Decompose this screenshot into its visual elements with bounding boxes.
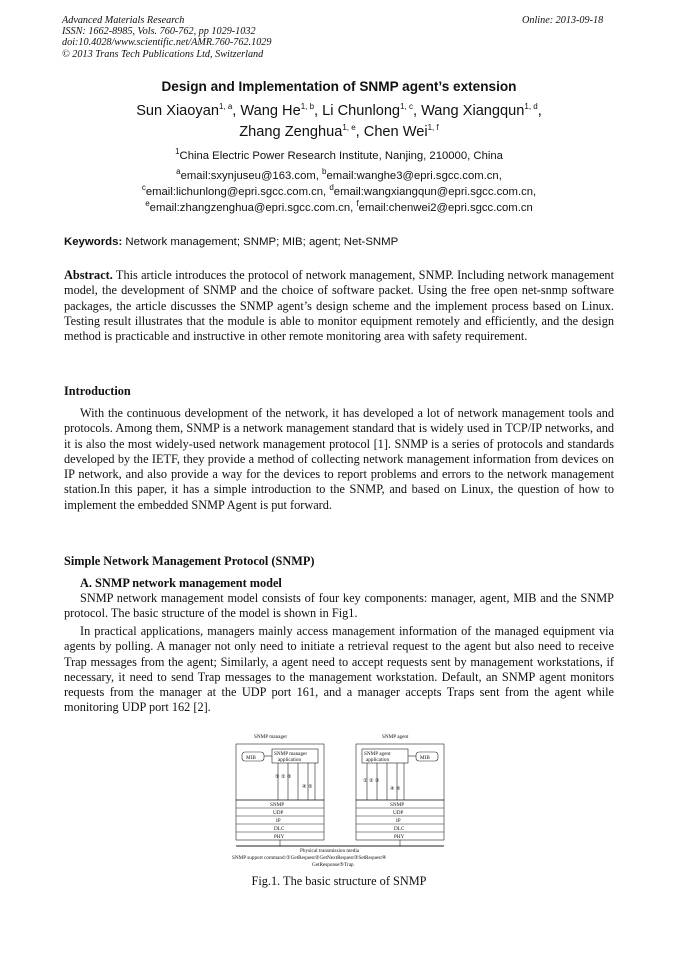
author-name: Chen Wei: [363, 124, 428, 140]
email: email:wanghe3@epri.sgcc.com.cn,: [326, 170, 502, 182]
m-stack-2: IP: [276, 818, 281, 824]
author-sup: 1, c: [400, 102, 413, 112]
manager-mib-label: MIB: [246, 755, 256, 761]
snmp-paragraph-1: SNMP network management model consists of four key components: manager, agent, MIB and the SNMP protocol. The basic structure of the model is shown in Fig1.: [64, 591, 614, 621]
manager-app-label-1: SNMP manager: [274, 751, 308, 757]
email-line-3: [0, 200, 678, 216]
author-name: Zhang Zenghua: [239, 124, 343, 140]
journal-header: [62, 15, 271, 60]
m-stack-1: UDP: [273, 810, 284, 816]
email-sup: e: [145, 199, 150, 209]
agent-nums-bot: ④ ⑤: [390, 786, 401, 792]
keywords: Keywords: Network management; SNMP; MIB; agent; Net-SNMP: [64, 236, 399, 248]
online-date: Online: 2013-09-18: [522, 15, 604, 26]
agent-app-label-2: application: [366, 757, 390, 763]
authors-line-1: Sun Xiaoyan$^{1, a}$, Wang He$^{1, b}$, Li Chunlong$^{1, c}$, Wang Xiangqun$^{1, d}$,: [136, 102, 542, 119]
email-line-1: [0, 168, 678, 184]
email-sup: c: [141, 183, 146, 193]
email: email:chenwei2@epri.sgcc.com.cn: [358, 202, 533, 214]
a-stack-0: SNMP: [390, 802, 405, 808]
abstract: Abstract. This article introduces the protocol of network management, SNMP. Including network management model, the development of SNMP and the choice of software packet. Using the free open net-snmp software packages, the article discusses the SNMP agent’s design scheme and the implement process based on Linux. Testing result illustrates that the module is able to monitor equipment remotely and efficiently, and the design method is practicable and instructive in other remote monitoring area with safety requirement.: [64, 268, 614, 344]
author-name: Sun Xiaoyan: [136, 103, 219, 119]
cmd-line-1: SNMP support command:①GetRequest②GetNextRequest③SetRequest④: [232, 855, 387, 861]
issn: ISSN: 1662-8985, Vols. 760-762, pp 1029-1032: [62, 26, 256, 38]
agent-mib-label: MIB: [420, 755, 430, 761]
figure-caption: Fig.1. The basic structure of SNMP: [251, 874, 427, 888]
journal-name: Advanced Materials Research: [62, 15, 185, 26]
snmp-paragraph-2: In practical applications, managers mainly access management information of the managed equipment via agents by polling. A manager not only need to initiate a retrieval request to the agent but also need to receive Trap messages from the agent; Similarly, a agent need to accept requests sent by management workstations, if necessary, it need to send Trap messages to the management workstation. Default, an SNMP agent monitors requests from the manager at the UDP port 161, and a manager accepts Traps sent from the agent while monitoring UDP port 162 [2].: [64, 624, 614, 715]
a-stack-2: IP: [396, 818, 401, 824]
m-stack-4: PHY: [274, 834, 285, 840]
a-stack-3: DLC: [394, 826, 405, 832]
m-stack-3: DLC: [274, 826, 285, 832]
snmp-heading: Simple Network Management Protocol (SNMP): [64, 554, 315, 568]
copyright: © 2013 Trans Tech Publications Ltd, Switzerland: [62, 48, 264, 60]
email: email:zhangzenghua@epri.sgcc.com.cn,: [149, 202, 357, 214]
author-sup: 1, e: [342, 123, 356, 133]
email: email:wangxiangqun@epri.sgcc.com.cn,: [333, 186, 537, 198]
author-name: Wang Xiangqun: [421, 103, 525, 119]
agent-nums-top: ① ② ③: [363, 778, 380, 784]
manager-label: SNMP manager: [254, 734, 288, 740]
a-stack-4: PHY: [394, 834, 405, 840]
email-sup: f: [356, 199, 359, 209]
affiliation: $^1$China Electric Power Research Institute, Nanjing, 210000, China: [175, 147, 503, 162]
manager-nums-bot: ④ ⑤: [302, 784, 313, 790]
doi: doi:10.4028/www.scientific.net/AMR.760-762.1029: [62, 37, 272, 49]
snmp-subheading: A. SNMP network management model: [80, 576, 282, 590]
author-sup: 1, f: [427, 123, 439, 133]
author-sup: 1, b: [300, 102, 315, 112]
manager-nums-top: ① ② ③: [275, 774, 292, 780]
a-stack-1: UDP: [393, 810, 404, 816]
snmp-structure-figure: [230, 728, 450, 868]
email: email:lichunlong@epri.sgcc.com.cn,: [145, 186, 330, 198]
authors-line-2: Zhang Zenghua$^{1, e}$, Chen Wei$^{1, f}$: [239, 123, 439, 140]
agent-label: SNMP agent: [382, 734, 409, 740]
intro-paragraph: With the continuous development of the network, it has developed a lot of network management tools and protocols. Among them, SNMP is a network management standard that is widely used in TCP/IP networks, and it is also the most widely-used network management protocol [1]. SNMP is a series of protocols and standards developed by the IETF, they provide a method of collecting network management information from devices on IP network, and also provide a way for the devices to report problems and errors to the network management station.In this paper, it has a simple introduction to the SNMP, and based on Linux, the question of how to implement the embedded SNMP Agent is put forward.: [64, 406, 614, 512]
author-name: Li Chunlong: [322, 103, 401, 119]
intro-heading: Introduction: [64, 384, 131, 398]
author-sup: 1, d: [524, 102, 538, 112]
email-line-2: [0, 184, 678, 200]
paper-title: Design and Implementation of SNMP agent’s extension: [161, 79, 517, 94]
agent-app-label-1: SNMP agent: [364, 751, 391, 757]
email-sup: a: [176, 167, 181, 177]
m-stack-0: SNMP: [270, 802, 285, 808]
author-name: Wang He: [240, 103, 301, 119]
email: email:sxynjuseu@163.com,: [180, 170, 323, 182]
manager-app-label-2: application: [278, 757, 302, 763]
email-sup: d: [329, 183, 334, 193]
cmd-line-2: GetResponse⑤Trap: [312, 862, 354, 868]
author-sup: 1, a: [218, 102, 233, 112]
email-sup: b: [322, 167, 327, 177]
media-label: Physical transmission media: [300, 848, 360, 854]
